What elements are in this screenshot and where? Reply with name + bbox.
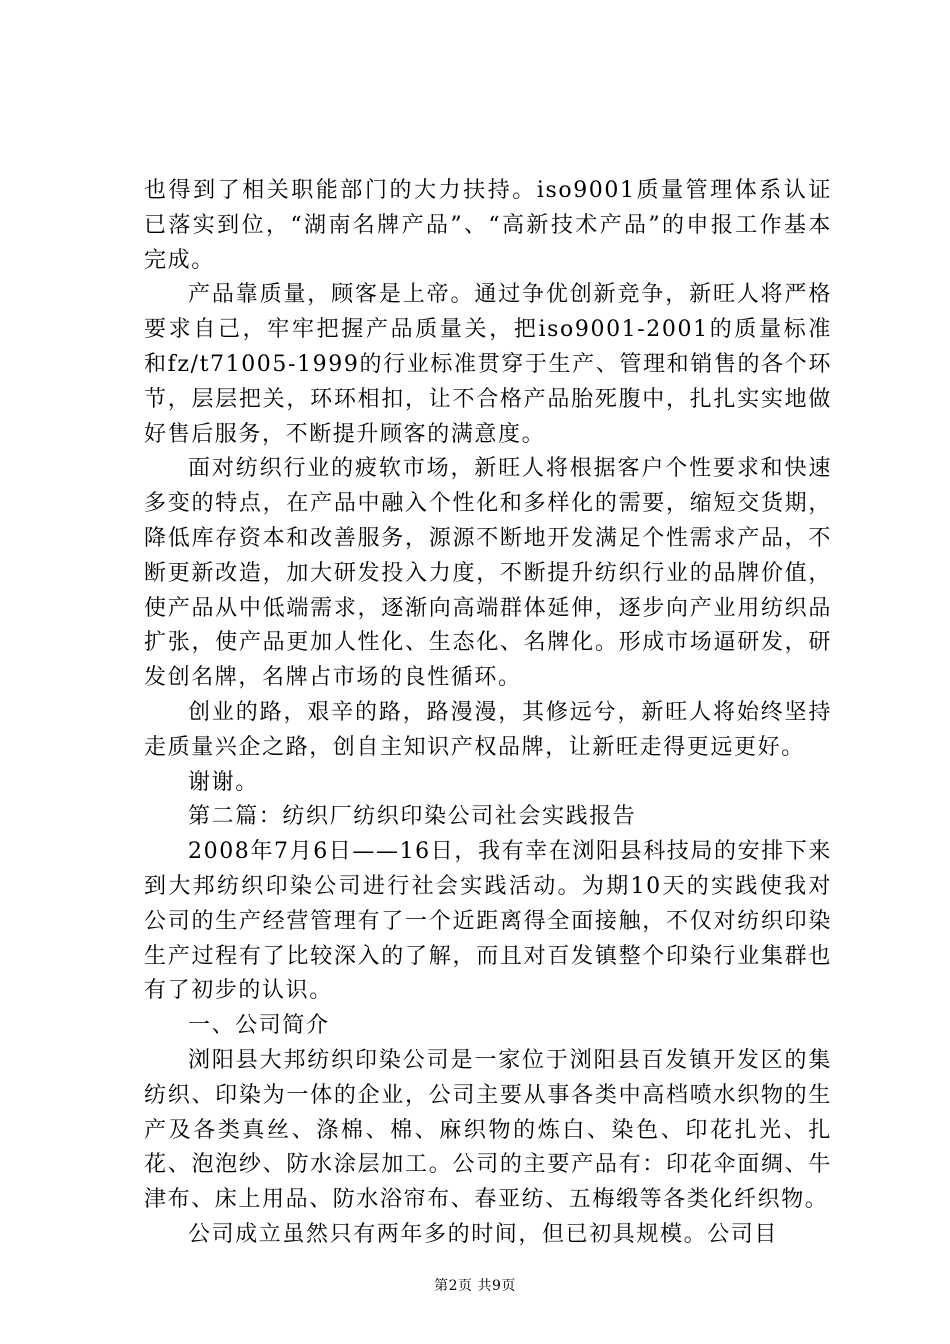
- paragraph-thanks: 谢谢。: [188, 769, 259, 795]
- paragraph-intro-practice: 2008年7月6日——16日，我有幸在浏阳县科技局的安排下来到大邦纺织印染公司进行社会实践活动。为期10天的实践使我对公司的生产经营管理有了一个近距离得全面接触，不仅对纺织印染生产过程有了比较深入的了解，而且对百发镇整个印染行业集群也有了初步的认识。: [144, 839, 832, 1004]
- paragraph-3: 面对纺织行业的疲软市场，新旺人将根据客户个性要求和快速多变的特点，在产品中融入个性化和多样化的需要，缩短交货期，降低库存资本和改善服务，源源不断地开发满足个性需求产品，不断更新改造，加大研发投入力度，不断提升纺织行业的品牌价值，使产品从中低端需求，逐渐向高端群体延伸，逐步向产业用纺织品扩张，使产品更加人性化、生态化、名牌化。形成市场逼研发，研发创名牌，名牌占市场的良性循环。: [144, 456, 832, 691]
- paragraph-1: 也得到了相关职能部门的大力扶持。iso9001质量管理体系认证已落实到位，“湖南名牌产品”、“高新技术产品”的申报工作基本完成。: [144, 178, 832, 273]
- paragraph-company-profile: 浏阳县大邦纺织印染公司是一家位于浏阳县百发镇开发区的集纺织、印染为一体的企业，公司主要从事各类中高档喷水织物的生产及各类真丝、涤棉、棉、麻织物的炼白、染色、印花扎光、扎花、泡泡纱、防水涂层加工。公司的主要产品有：印花伞面绸、牛津布、床上用品、防水浴帘布、春亚纺、五梅缎等各类化纤织物。: [144, 1047, 832, 1213]
- document-body: [144, 174, 832, 1253]
- paragraph-4: 创业的路，艰辛的路，路漫漫，其修远兮，新旺人将始终坚持走质量兴企之路，创自主知识产权品牌，让新旺走得更远更好。: [144, 699, 832, 760]
- paragraph-company-scale: 公司成立虽然只有两年多的时间，但已初具规模。公司目: [188, 1221, 779, 1247]
- section-heading-part-two: 第二篇：纺织厂纺织印染公司社会实践报告: [188, 804, 637, 830]
- paragraph-2: 产品靠质量，顾客是上帝。通过争优创新竞争，新旺人将严格要求自己，牢牢把握产品质量关，把iso9001-2001的质量标准和fz/t71005-1999的行业标准贯穿于生产、管理和销售的各个环节，层层把关，环环相扣，让不合格产品胎死腹中，扎扎实实地做好售后服务，不断提升顾客的满意度。: [144, 282, 832, 447]
- section-heading-company-profile: 一、公司简介: [188, 1013, 330, 1039]
- page-number-footer: 第2页 共9页: [434, 1278, 516, 1294]
